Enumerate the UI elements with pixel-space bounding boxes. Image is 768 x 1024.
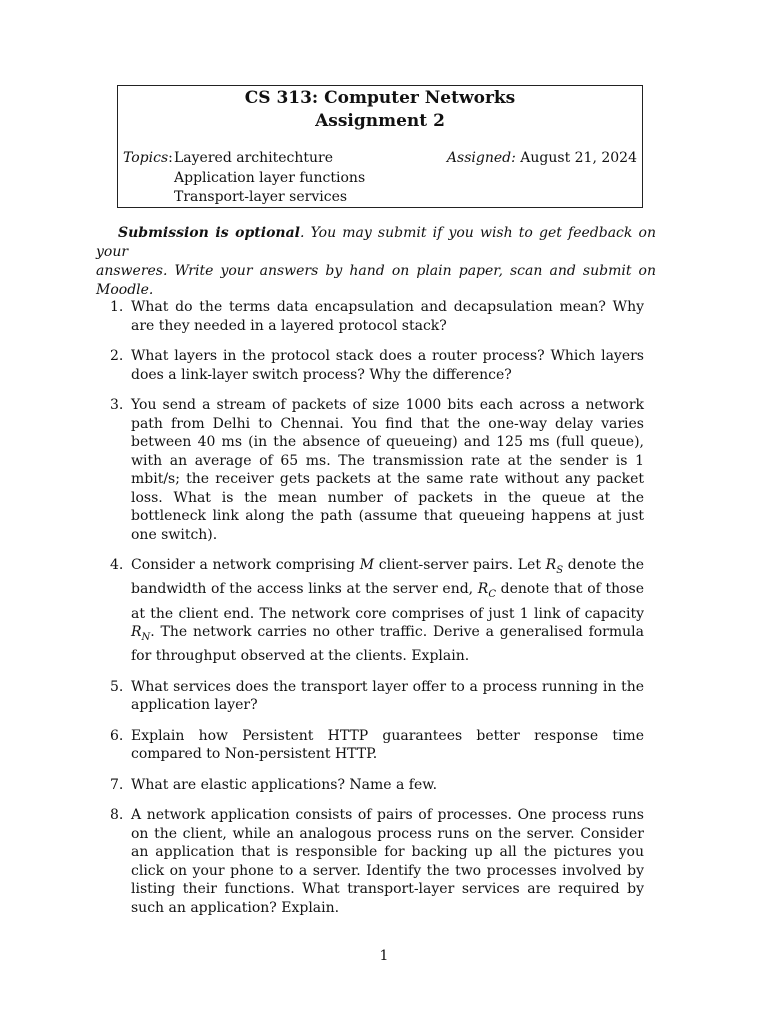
question-text: A network application consists of pairs of processes. One process runs on the client, while an analogous process runs on the server. Consider an application that is responsible for backing up all the pictures you click on your phone to a server. Identify the two processes involved by listing their functions. What transport-layer services are required by such an application? Explain. (131, 807, 644, 916)
question-text: What do the terms data encapsulation and decapsulation mean? Why are they needed in a layered protocol stack? (131, 299, 644, 334)
question-item (96, 347, 644, 384)
topic-item: Layered architechture (174, 150, 333, 166)
question-number: 1. (110, 299, 124, 315)
submission-note-line2: answeres. Write your answers by hand on plain paper, scan and submit on Moodle. (96, 263, 656, 298)
question-item (96, 727, 644, 764)
question-item (96, 396, 644, 544)
question-number: 7. (110, 776, 124, 793)
question-number: 2. (110, 348, 124, 364)
question-list (96, 298, 644, 929)
question-text: You send a stream of packets of size 1000 bits each across a network path from Delhi to Chennai. You find that the one-way delay varies between 40 ms (in the absence of queueing) and 125 ms (full queue), with an average of 65 ms. The transmission rate at the sender is 1 mbit/s; the receiver gets packets at the same rate without any packet loss. What is the mean number of packets in the queue at the bottleneck link along the path (assume that queueing happens at just one switch). (131, 397, 644, 543)
course-title: CS 313: Computer Networks (244, 88, 516, 108)
question-item (96, 556, 644, 666)
topic-item: Application layer functions (174, 170, 366, 186)
question-number: 3. (110, 397, 124, 413)
topic-item: Transport-layer services (174, 189, 348, 205)
assignment-header-box (117, 85, 643, 208)
math-m: M (359, 557, 375, 573)
assigned-date (447, 150, 637, 166)
question-text: Explain how Persistent HTTP guarantees better response time compared to Non-persistent HTTP. (131, 727, 644, 763)
assigned-date-value: August 21, 2024 (520, 150, 637, 166)
question-number: 5. (110, 678, 124, 695)
submission-note-line1: Submission is optional. You may submit if you wish to get feedback on your (96, 225, 656, 260)
question-number: 8. (110, 807, 124, 824)
topics-label: Topics: (123, 150, 173, 166)
question-text: What services does the transport layer offer to a process running in the application layer? (131, 678, 644, 714)
assignment-title: Assignment 2 (315, 111, 445, 131)
math-r-c: $R_C$ (477, 581, 496, 601)
question-item (96, 298, 644, 335)
question-text: What are elastic applications? Name a few. (131, 776, 438, 793)
submission-optional-emphasis: Submission is optional (118, 225, 300, 241)
question-text: Consider a network comprising M client-server pairs. Let $R_S$ denote the bandwidth of the access links at the server end, $R_C$ denote that of those at the client end. The network core comprises of just 1 link of capacity $R_N$. The network carries no other traffic. Derive a generalised formula for throughput observed at the clients. Explain. (131, 557, 644, 665)
question-number: 4. (110, 557, 124, 573)
question-item (96, 678, 644, 715)
question-item (96, 776, 644, 795)
assigned-label: Assigned: (446, 150, 516, 166)
question-text: What layers in the protocol stack does a router process? Which layers does a link-layer switch process? Why the difference? (131, 348, 644, 383)
math-r-n: $R_N$ (131, 624, 151, 643)
question-item (96, 806, 644, 917)
submission-note (96, 224, 656, 300)
page-number: 1 (379, 948, 389, 964)
math-r-s: $R_S$ (545, 557, 564, 576)
question-number: 6. (110, 727, 124, 744)
